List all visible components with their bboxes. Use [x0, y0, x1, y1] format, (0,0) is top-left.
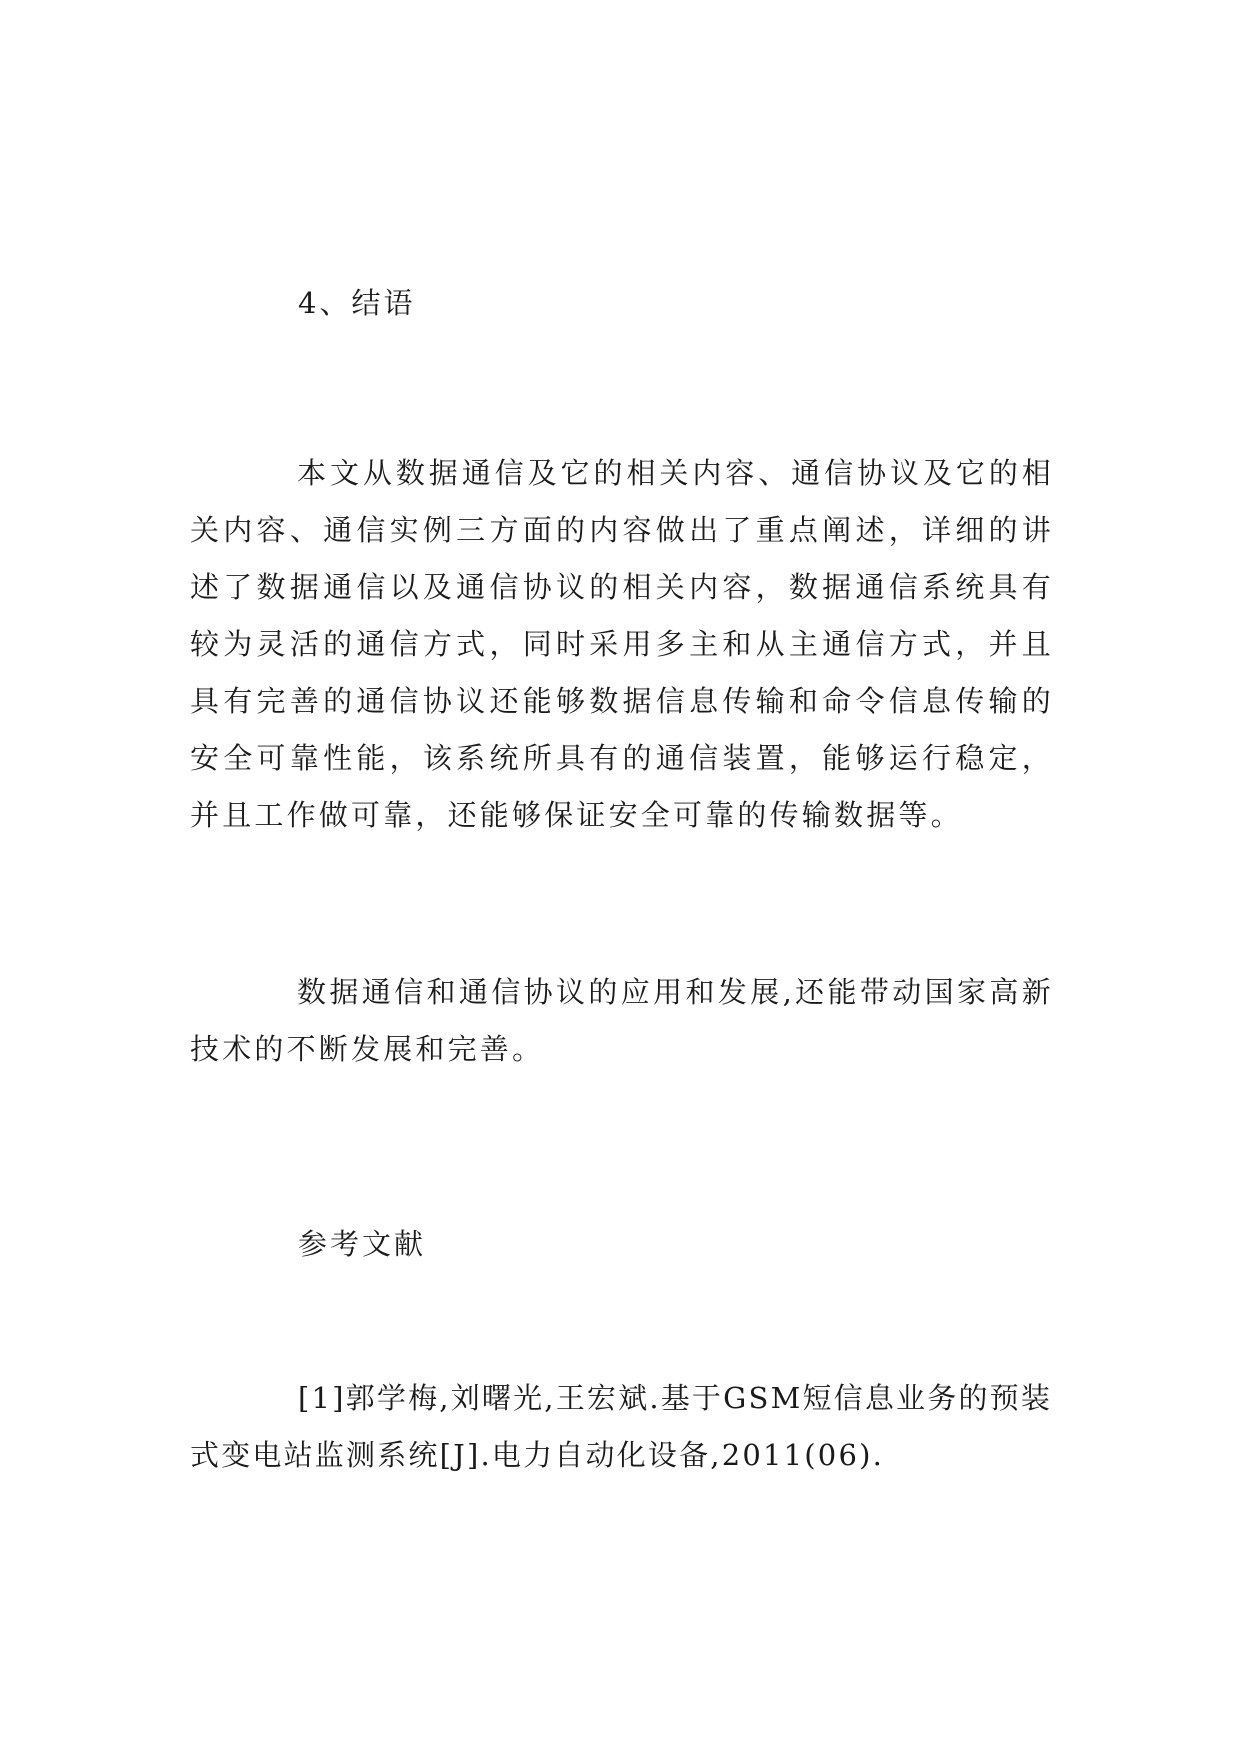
conclusion-paragraph-1: 本文从数据通信及它的相关内容、通信协议及它的相关内容、通信实例三方面的内容做出了重点阐述，详细的讲述了数据通信以及通信协议的相关内容，数据通信系统具有较为灵活的通信方式，同时采用多主和从主通信方式，并且具有完善的通信协议还能够数据信息传输和命令信息传输的安全可靠性能，该系统所具有的通信装置，能够运行稳定，并且工作做可靠，还能够保证安全可靠的传输数据等。: [190, 456, 1054, 832]
references-heading: 参考文献: [298, 1227, 427, 1261]
conclusion-paragraph-2: 数据通信和通信协议的应用和发展,还能带动国家高新技术的不断发展和完善。: [190, 975, 1054, 1066]
reference-item: [1]郭学梅,刘曙光,王宏斌.基于GSM短信息业务的预装式变电站监测系统[J].电力自动化设备,2011(06).: [190, 1381, 1053, 1472]
section-heading: 4、结语: [298, 286, 416, 320]
